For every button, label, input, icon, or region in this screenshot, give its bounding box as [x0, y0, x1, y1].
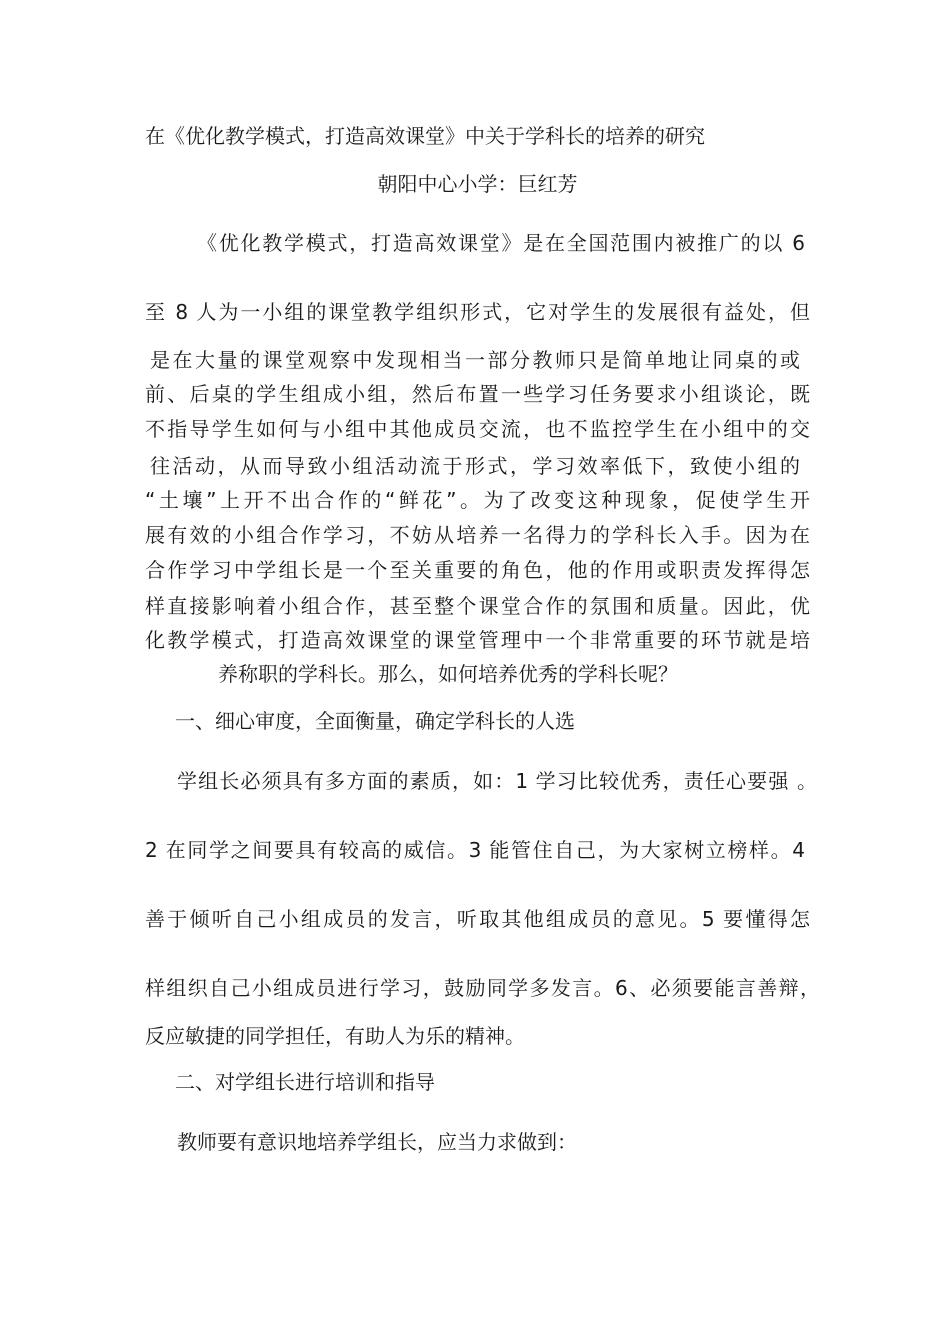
paragraph-line: 是在大量的课堂观察中发现相当一部分教师只是简单地让同桌的或 [150, 348, 800, 372]
document-author: 朝阳中心小学：巨红芳 [377, 172, 578, 196]
section-heading: 一、细心审度，全面衡量，确定学科长的人选 [175, 709, 575, 733]
paragraph-line: 往活动，从而导致小组活动流于形式，学习效率低下，致使小组的 [150, 454, 800, 478]
paragraph-line: 展有效的小组合作学习，不妨从培养一名得力的学科长入手。因为在 [145, 523, 810, 547]
paragraph-line: 养称职的学科长。那么，如何培养优秀的学科长呢？ [218, 662, 678, 686]
paragraph-line: 学组长必须具有多方面的素质，如：1 学习比较优秀，责任心要强 。 [177, 769, 817, 793]
paragraph-line: 至 8 人为一小组的课堂教学组织形式，它对学生的发展很有益处，但 [145, 300, 810, 324]
paragraph-line: 化教学模式，打造高效课堂的课堂管理中一个非常重要的环节就是培 [145, 628, 810, 652]
paragraph-line: 前、后桌的学生组成小组，然后布置一些学习任务要求小组谈论，既 [145, 382, 810, 406]
paragraph-line: 《优化教学模式，打造高效课堂》是在全国范围内被推广的以 6 [197, 231, 805, 255]
paragraph-line: 合作学习中学组长是一个至关重要的角色，他的作用或职责发挥得怎 [145, 558, 810, 582]
paragraph-line: 样直接影响着小组合作，甚至整个课堂合作的氛围和质量。因此，优 [145, 594, 810, 618]
paragraph-line: 教师要有意识地培养学组长，应当力求做到： [177, 1130, 577, 1154]
paragraph-line: 样组织自己小组成员进行学习，鼓励同学多发言。6、必须要能言善辩， [145, 976, 820, 1000]
paragraph-line: 善于倾听自己小组成员的发言，听取其他组成员的意见。5 要懂得怎 [145, 907, 810, 931]
paragraph-line: 反应敏捷的同学担任，有助人为乐的精神。 [145, 1024, 525, 1048]
document-title: 在《优化教学模式，打造高效课堂》中关于学科长的培养的研究 [145, 124, 705, 148]
paragraph-line: “土壤”上开不出合作的“鲜花”。为了改变这种现象，促使学生开 [145, 488, 810, 512]
paragraph-line: 不指导学生如何与小组中其他成员交流，也不监控学生在小组中的交 [145, 417, 810, 441]
section-heading: 二、对学组长进行培训和指导 [175, 1070, 435, 1094]
paragraph-line: 2 在同学之间要具有较高的威信。3 能管住自己，为大家树立榜样。4 [145, 838, 805, 862]
